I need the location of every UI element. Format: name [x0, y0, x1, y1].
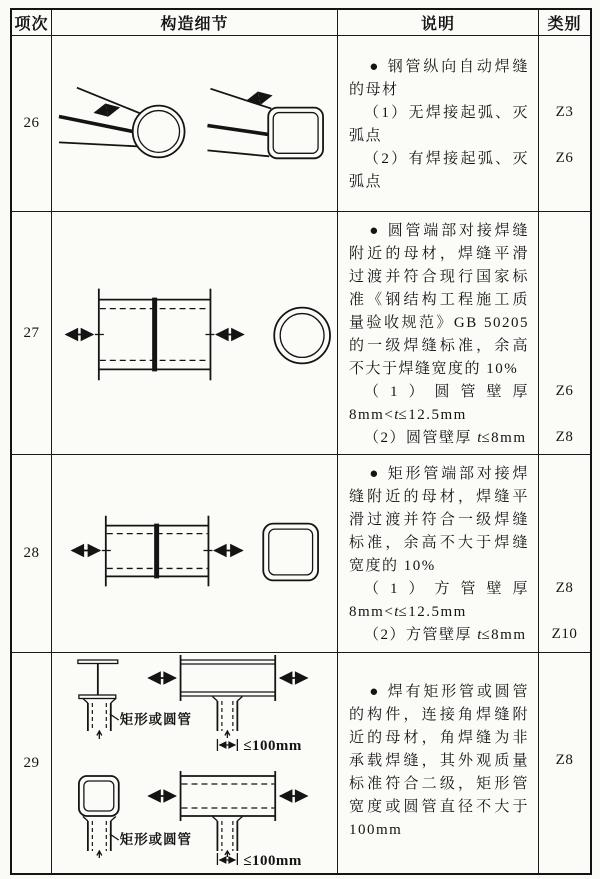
- diagram-rect-tube-butt-weld: [52, 455, 337, 652]
- row28-category-1: Z8: [555, 580, 574, 596]
- row26-detail-cell: [52, 36, 338, 212]
- row26-category-cell: [539, 36, 590, 212]
- row26-intro-text: ● 钢管纵向自动焊缝的母材: [349, 59, 529, 98]
- row27-sub1-text: （1）圆管壁厚 8mm<t≤12.5mm: [349, 384, 529, 423]
- row26-sub2-text: （2）有焊接起弧、灭弧点: [349, 151, 529, 190]
- row29-tube-label-bottom: 矩形或圆管: [119, 831, 192, 848]
- row29-dim-label-top: ≤100mm: [243, 737, 302, 755]
- row27-item-no: 27: [12, 212, 52, 455]
- row28-sub2-text: （2）方管壁厚 t≤8mm: [364, 627, 527, 643]
- row26-item-no: 26: [12, 36, 52, 212]
- row27-category-2: Z8: [555, 429, 574, 445]
- diagram-welded-tube-attachment: [52, 653, 337, 873]
- row29-item-no: 29: [12, 653, 52, 873]
- row27-detail-cell: [52, 212, 338, 455]
- row27-description: [338, 212, 539, 455]
- row29-description: [338, 653, 539, 873]
- row29-dim-label-bottom: ≤100mm: [243, 852, 302, 870]
- row29-detail-cell: [52, 653, 338, 873]
- fatigue-detail-table: [10, 8, 592, 875]
- row29-category-cell: [539, 653, 590, 873]
- row27-sub2-text: （2）圆管壁厚 t≤8mm: [364, 430, 527, 446]
- row29-category-1: Z8: [555, 752, 574, 768]
- row26-description: [338, 36, 539, 212]
- diagram-circular-tube-butt-weld: [52, 212, 337, 454]
- row29-intro-text: ● 焊有矩形管或圆管的构件，连接角焊缝附近的母材，角焊缝为非承载焊缝，其外观质量标准符合二级，矩形管宽度或圆管直径不大于 100mm: [349, 684, 529, 838]
- row27-intro-text: ● 圆管端部对接焊缝附近的母材，焊缝平滑过渡并符合现行国家标准《钢结构工程施工质量验收规范》GB 50205 的一级焊缝标准，余高不大于焊缝宽度的 10%: [349, 223, 529, 377]
- row27-category-1: Z6: [555, 383, 574, 399]
- row27-category-cell: [539, 212, 590, 455]
- row28-sub1-text: （1）方管壁厚 8mm<t≤12.5mm: [349, 581, 529, 620]
- row28-detail-cell: [52, 455, 338, 653]
- row28-item-no: 28: [12, 455, 52, 653]
- row28-description: [338, 455, 539, 653]
- row26-category-2: Z6: [555, 150, 574, 166]
- diagram-tube-longitudinal-weld: [52, 36, 337, 211]
- row28-category-cell: [539, 455, 590, 653]
- header-category: 类别: [539, 10, 590, 36]
- header-construction-detail: 构造细节: [52, 10, 338, 36]
- header-item-no: 项次: [12, 10, 52, 36]
- header-description: 说明: [338, 10, 539, 36]
- row28-category-2: Z10: [551, 626, 578, 642]
- row28-intro-text: ● 矩形管端部对接焊缝附近的母材，焊缝平滑过渡并符合一级焊缝标准，余高不大于焊缝宽度的 10%: [349, 466, 529, 574]
- row26-sub1-text: （1）无焊接起弧、灭弧点: [349, 105, 529, 144]
- row26-category-1: Z3: [555, 104, 574, 120]
- row29-tube-label-top: 矩形或圆管: [119, 711, 192, 728]
